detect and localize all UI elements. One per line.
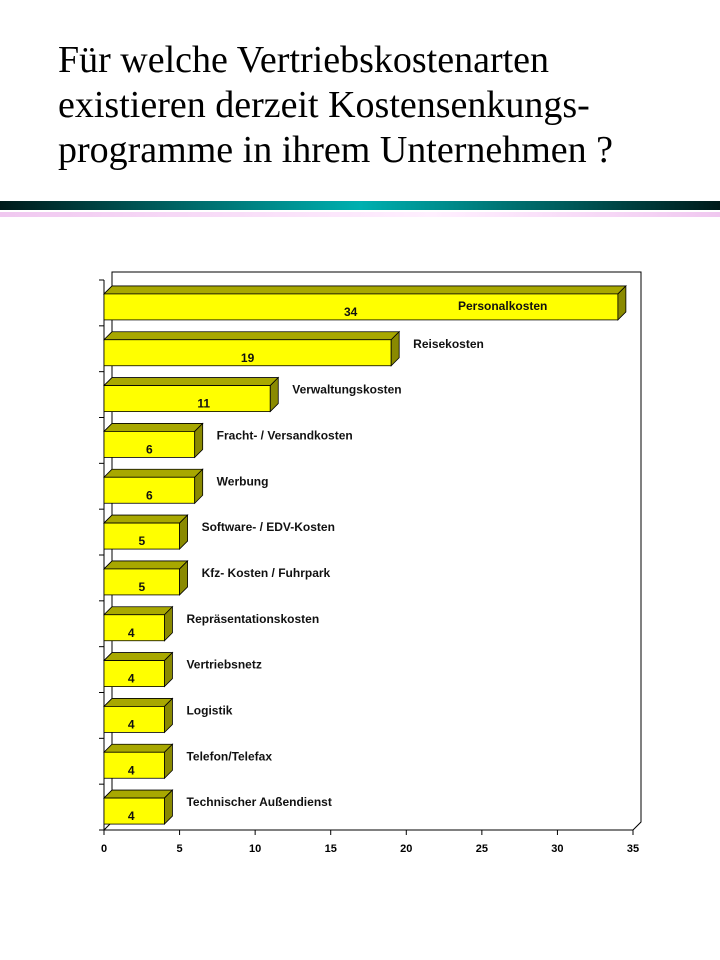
title-line-3: programme in ihrem Unternehmen ?	[58, 129, 614, 171]
bar-top-face	[104, 469, 203, 477]
category-label: Telefon/Telefax	[186, 749, 273, 764]
title-line-1: Für welche Vertriebskostenarten	[58, 39, 550, 81]
category-label: Vertriebsnetz	[186, 657, 262, 672]
bar-top-face	[104, 607, 172, 615]
bar	[104, 386, 270, 412]
data-label: 4	[127, 717, 135, 732]
bar-top-face	[104, 378, 278, 386]
data-label: 5	[138, 534, 146, 549]
x-tick-label: 20	[400, 843, 413, 855]
x-tick-label: 0	[100, 843, 108, 855]
category-label: Repräsentationskosten	[186, 611, 320, 626]
x-tick-label: 30	[551, 843, 564, 855]
category-label: Software- / EDV-Kosten	[201, 520, 335, 535]
x-tick-label: 15	[324, 843, 337, 855]
category-label: Technischer Außendienst	[186, 795, 332, 810]
bar-top-face	[104, 698, 172, 706]
data-label: 4	[127, 763, 135, 778]
bar-top-face	[104, 286, 626, 294]
category-label: Reisekosten	[413, 336, 484, 351]
bar-top-face	[104, 653, 172, 661]
x-tick-label: 35	[626, 843, 640, 855]
data-label: 11	[197, 396, 211, 411]
title-line-2: existieren derzeit Kostensenkungs-	[58, 84, 590, 126]
bar-top-face	[104, 744, 172, 752]
data-label: 4	[127, 625, 135, 640]
category-label: Kfz- Kosten / Fuhrpark	[201, 565, 331, 580]
bar-top-face	[104, 515, 188, 523]
category-label: Personalkosten	[458, 298, 548, 313]
bar-top-face	[104, 332, 399, 340]
data-label: 4	[127, 671, 135, 686]
category-label: Verwaltungskosten	[292, 382, 402, 397]
category-label: Logistik	[186, 703, 233, 718]
x-tick-label: 5	[176, 843, 183, 855]
data-label: 6	[145, 442, 153, 457]
x-tick-label: 25	[475, 843, 488, 855]
data-label: 34	[343, 304, 358, 319]
data-label: 19	[240, 350, 255, 365]
data-label: 4	[127, 809, 135, 824]
category-label: Werbung	[216, 474, 269, 489]
data-label: 6	[145, 488, 153, 503]
bar-top-face	[104, 790, 172, 798]
bar-top-face	[104, 561, 188, 569]
category-label: Fracht- / Versandkosten	[216, 428, 353, 443]
x-tick-label: 10	[249, 843, 262, 855]
data-label: 5	[138, 579, 146, 594]
bar-top-face	[104, 423, 203, 431]
